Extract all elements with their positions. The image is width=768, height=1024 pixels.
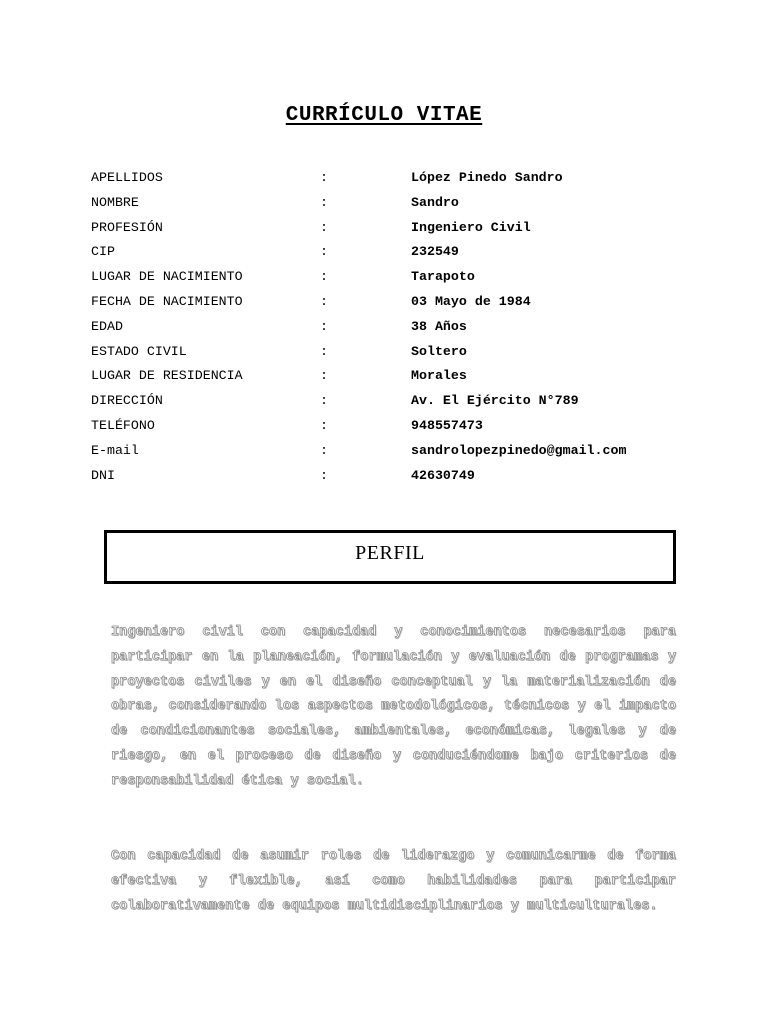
info-label: ESTADO CIVIL	[91, 343, 187, 359]
info-value: Soltero	[411, 343, 467, 359]
info-label: CIP	[91, 244, 115, 260]
perfil-heading-box	[104, 530, 676, 584]
info-row-cip	[91, 240, 711, 265]
info-value: Ingeniero Civil	[411, 219, 531, 235]
profile-paragraph: Ingeniero civil con capacidad y conocimientos necesarios para participar en la planeación, formulación y evaluación de programas y proyectos civiles y en el diseño conceptual y la materialización de obras, considerando los aspectos metodológicos, técnicos y el impacto de condicionantes sociales, ambientales, económicas, legales y de riesgo, en el proceso de diseño y conduciéndome bajo criterios de responsabilidad ética y social.	[111, 625, 676, 789]
info-separator: :	[320, 442, 328, 458]
info-label: LUGAR DE NACIMIENTO	[91, 269, 243, 285]
info-label: TELÉFONO	[91, 417, 155, 433]
info-label: DIRECCIÓN	[91, 393, 163, 409]
info-value: 232549	[411, 244, 459, 260]
perfil-heading: PERFIL	[355, 541, 425, 564]
info-value: Morales	[411, 368, 467, 384]
info-row-fecha-nacimiento	[91, 290, 711, 315]
info-separator: :	[320, 368, 328, 384]
profile-paragraph: Con capacidad de asumir roles de liderazgo y comunicarme de forma efectiva y flexible, así como habilidades para participar colaborativamente de equipos multidisciplinarios y multiculturales.	[111, 849, 676, 914]
info-separator: :	[320, 467, 328, 483]
info-separator: :	[320, 318, 328, 334]
info-value: López Pinedo Sandro	[411, 170, 563, 185]
info-row-lugar-residencia	[91, 364, 711, 389]
info-row-nombre	[91, 191, 711, 216]
info-label: NOMBRE	[91, 194, 139, 210]
info-label: EDAD	[91, 318, 123, 334]
info-value: 38 Años	[411, 318, 467, 334]
info-separator: :	[320, 417, 328, 433]
info-label: APELLIDOS	[91, 170, 163, 185]
info-value: Tarapoto	[411, 269, 475, 285]
info-row-telefono	[91, 414, 711, 439]
info-separator: :	[320, 170, 328, 185]
document-title: CURRÍCULO VITAE	[285, 104, 483, 127]
info-separator: :	[320, 343, 328, 359]
info-row-dni	[91, 464, 711, 489]
info-separator: :	[320, 293, 328, 309]
info-value: Sandro	[411, 194, 459, 210]
info-row-profesion	[91, 216, 711, 241]
info-value: 03 Mayo de 1984	[411, 293, 531, 309]
info-row-apellidos	[91, 166, 711, 191]
info-label: PROFESIÓN	[91, 219, 163, 235]
info-row-lugar-nacimiento	[91, 265, 711, 290]
info-separator: :	[320, 244, 328, 260]
personal-info-table	[91, 166, 711, 488]
info-value: sandrolopezpinedo@gmail.com	[411, 442, 627, 458]
info-row-edad	[91, 315, 711, 340]
info-value: 42630749	[411, 467, 475, 483]
info-label: FECHA DE NACIMIENTO	[91, 293, 243, 309]
info-separator: :	[320, 194, 328, 210]
info-label: E-mail	[91, 442, 139, 458]
info-label: DNI	[91, 467, 115, 483]
info-row-direccion	[91, 389, 711, 414]
info-value: Av. El Ejército N°789	[411, 393, 579, 409]
info-separator: :	[320, 393, 328, 409]
info-separator: :	[320, 269, 328, 285]
info-row-estado-civil	[91, 340, 711, 365]
info-row-email	[91, 439, 711, 464]
info-value: 948557473	[411, 417, 483, 433]
info-label: LUGAR DE RESIDENCIA	[91, 368, 243, 384]
info-separator: :	[320, 219, 328, 235]
